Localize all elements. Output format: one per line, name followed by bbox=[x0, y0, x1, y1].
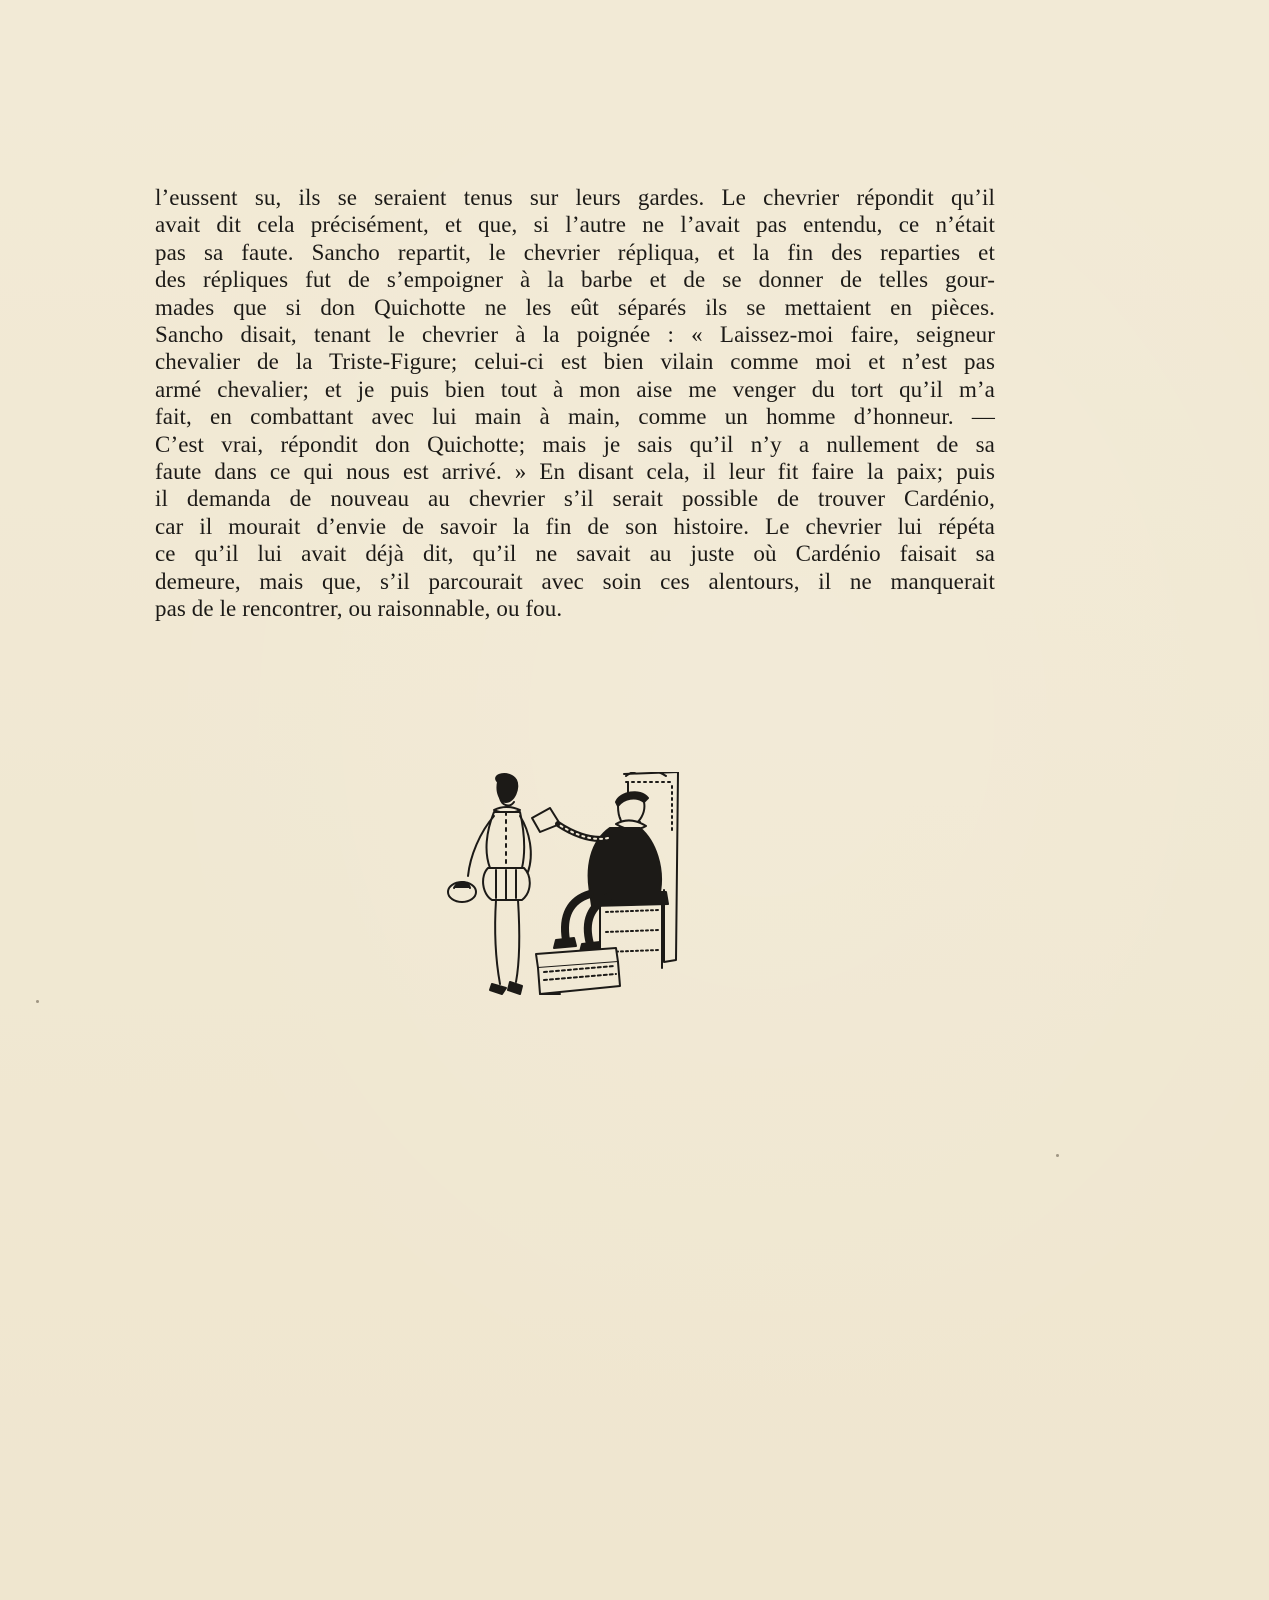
text-line-10: C’est vrai, répondit don Quichotte; mais je sais qu’il n’y a nullement de sa bbox=[155, 431, 995, 457]
text-line-9: fait, en combattant avec lui main à main, comme un homme d’honneur. — bbox=[155, 404, 995, 430]
text-line-8: armé chevalier; et je puis bien tout à mon aise me venger du tort qu’il m’a bbox=[155, 376, 995, 402]
text-line-15: demeure, mais que, s’il parcourait avec soin ces alentours, il ne manquerait bbox=[155, 568, 995, 594]
text-line-2: avait dit cela précisément, et que, si l’autre ne l’avait pas entendu, ce n’était bbox=[155, 212, 995, 238]
text-line-7: chevalier de la Triste-Figure; celui-ci est bien vilain comme moi et n’est pas bbox=[155, 349, 995, 375]
paper-speck bbox=[36, 1000, 39, 1003]
text-line-4: des répliques fut de s’empoigner à la barbe et de se donner de telles gour- bbox=[155, 267, 995, 293]
text-line-12: il demanda de nouveau au chevrier s’il serait possible de trouver Cardénio, bbox=[155, 486, 995, 512]
text-line-6: Sancho disait, tenant le chevrier à la poignée : « Laissez-moi faire, seigneur bbox=[155, 322, 995, 348]
text-line-5: mades que si don Quichotte ne les eût séparés ils se mettaient en pièces. bbox=[155, 294, 995, 320]
body-text bbox=[155, 184, 995, 623]
text-line-3: pas sa faute. Sancho repartit, le chevrier répliqua, et la fin des reparties et bbox=[155, 239, 995, 265]
paper-speck bbox=[1056, 1154, 1059, 1157]
text-line-11: faute dans ce qui nous est arrivé. » En disant cela, il leur fit faire la paix; puis bbox=[155, 459, 995, 485]
text-line-13: car il mourait d’envie de savoir la fin de son histoire. Le chevrier lui répéta bbox=[155, 513, 995, 539]
text-line-16: pas de le rencontrer, ou raisonnable, ou fou. bbox=[155, 596, 563, 622]
text-line-14: ce qu’il lui avait déjà dit, qu’il ne savait au juste où Cardénio faisait sa bbox=[155, 541, 995, 567]
engraving-page-and-seated-nobleman-icon bbox=[440, 772, 690, 1012]
text-line-1: l’eussent su, ils se seraient tenus sur leurs gardes. Le chevrier répondit qu’il bbox=[155, 185, 995, 210]
